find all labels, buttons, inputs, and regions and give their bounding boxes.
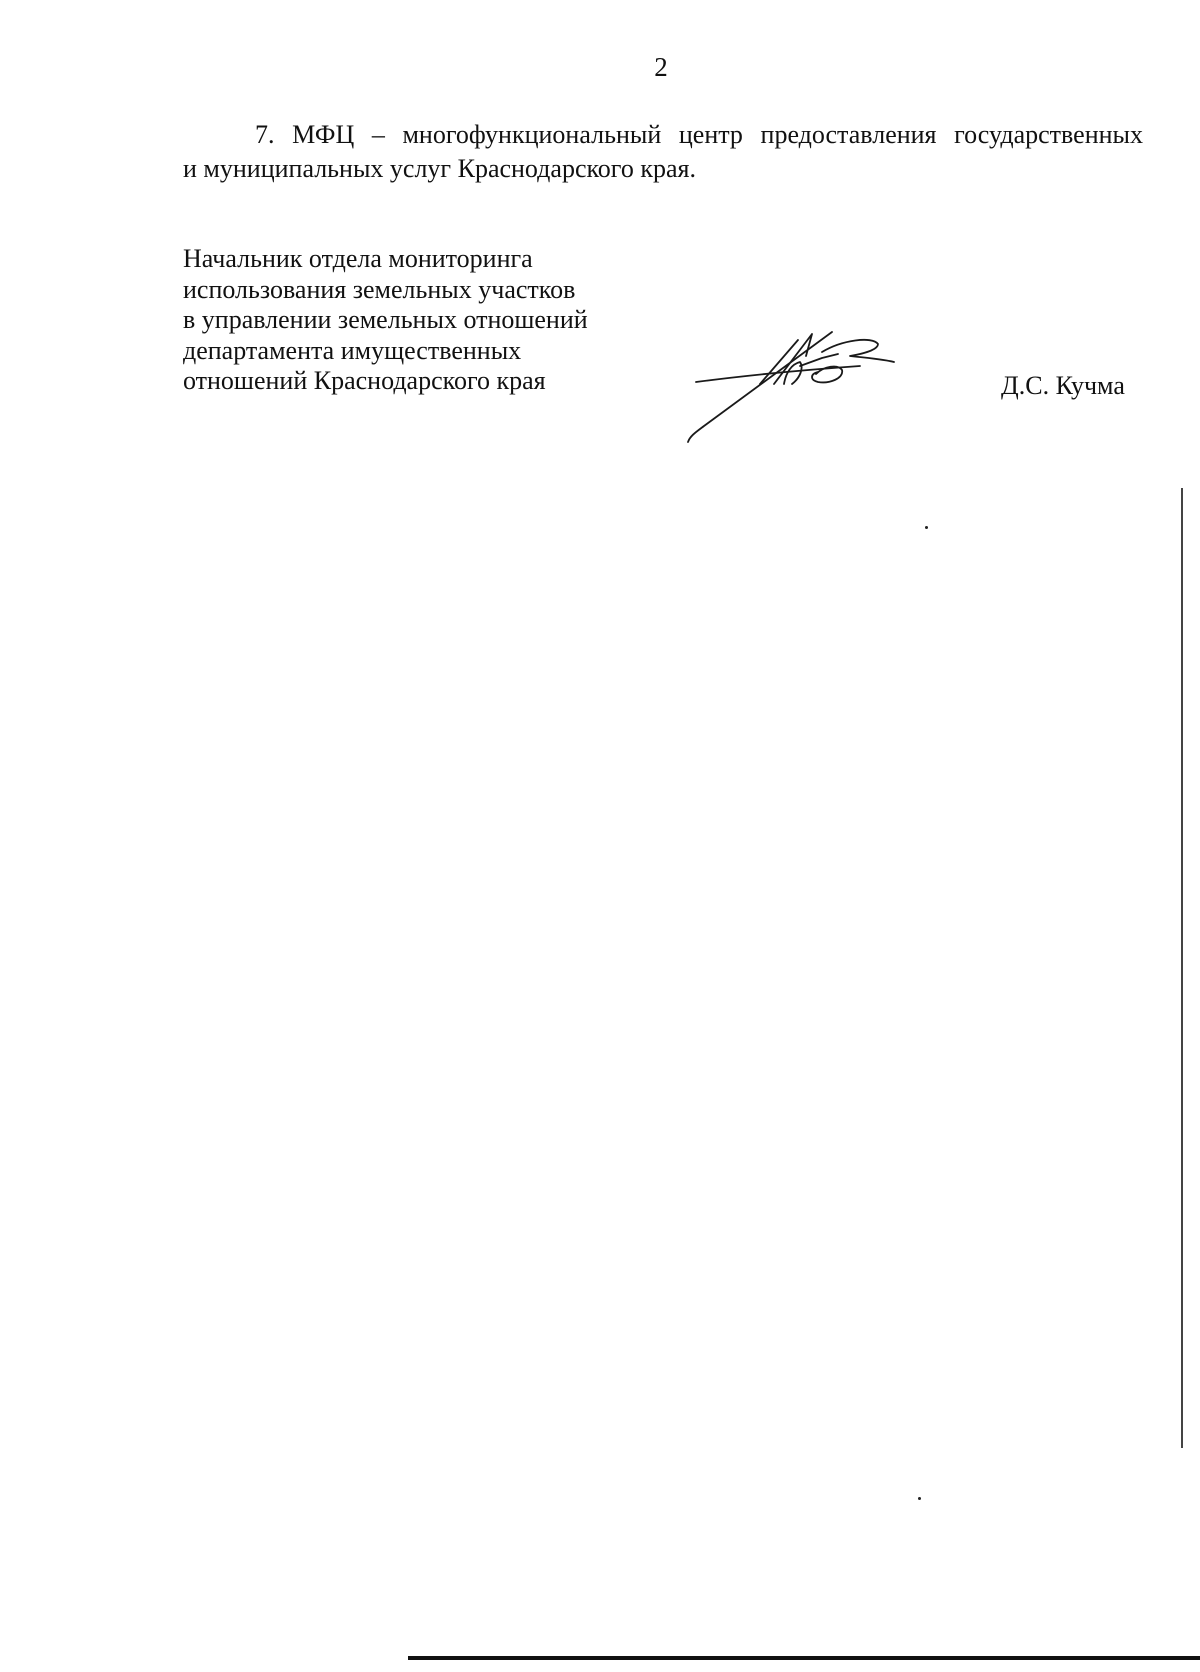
signer-title [183, 244, 588, 397]
paragraph-line: 7. МФЦ – многофункциональный центр предоставления государственных [255, 120, 1143, 149]
handwritten-signature [682, 326, 912, 446]
signer-title-line: отношений Краснодарского края [183, 366, 546, 395]
scan-artifact-dot [918, 1497, 921, 1500]
signer-name: Д.С. Кучма [1001, 371, 1125, 400]
scan-artifact-dot [925, 526, 928, 529]
signer-title-line: департамента имущественных [183, 335, 522, 365]
scan-edge-line [408, 1656, 1200, 1660]
signer-title-line: использования земельных участков [183, 274, 576, 304]
scan-edge-line [1181, 488, 1183, 1448]
paragraph-line: и муниципальных услуг Краснодарского края. [183, 154, 696, 183]
definition-paragraph [183, 118, 1143, 186]
page-number: 2 [654, 52, 668, 82]
signer-title-line: Начальник отдела мониторинга [183, 244, 533, 273]
signer-title-line: в управлении земельных отношений [183, 305, 588, 334]
